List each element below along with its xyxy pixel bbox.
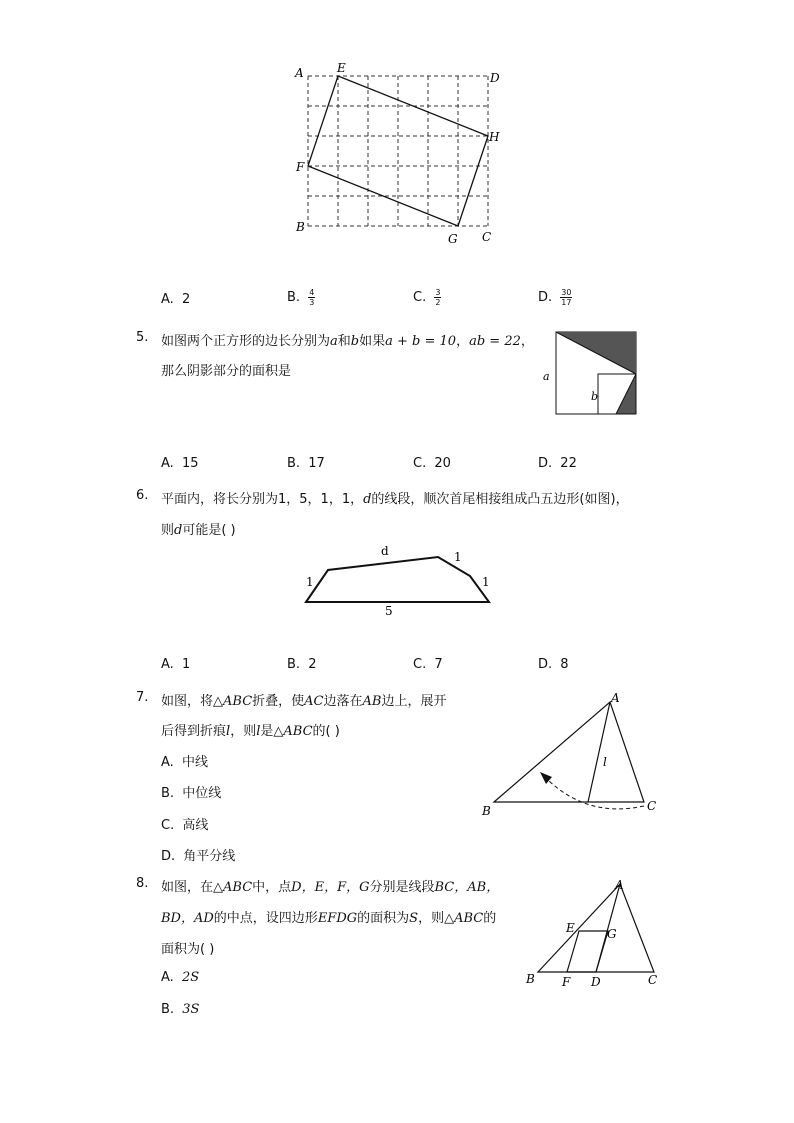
q7-choice-a[interactable]: A. 中线 bbox=[161, 755, 208, 770]
label-d: d bbox=[381, 544, 389, 558]
q7-triangle-figure bbox=[478, 688, 668, 820]
q5-option-c[interactable]: C. 20 bbox=[413, 456, 451, 471]
option-letter: A. bbox=[161, 292, 174, 307]
label-B: B bbox=[526, 972, 535, 986]
option-value: 2 bbox=[181, 292, 191, 307]
label-C: C bbox=[482, 230, 492, 244]
q8-choice-b[interactable]: B. 3S bbox=[161, 1002, 200, 1017]
option-letter: C. bbox=[413, 290, 427, 305]
triangle-abc bbox=[538, 884, 654, 972]
label-H: H bbox=[489, 130, 500, 144]
label-l: l bbox=[603, 755, 607, 769]
option-letter: D. bbox=[538, 290, 553, 305]
fraction: $\frac{3}{2}$ bbox=[435, 288, 441, 307]
label-B: B bbox=[296, 220, 305, 234]
label-E: E bbox=[337, 61, 346, 75]
q6-line-1: 平面内，将长分别为1，5，1，1，d的线段，顺次首尾相接组成凸五边形(如图)， bbox=[161, 492, 629, 507]
fold-arc bbox=[548, 780, 644, 809]
fraction: $\frac{4}{3}$ bbox=[309, 288, 315, 307]
q7-line-2: 后得到折痕l，则l是△ABC的( ) bbox=[161, 724, 340, 739]
q5-line-2: 那么阴影部分的面积是 bbox=[161, 364, 292, 379]
q4-option-b[interactable] bbox=[287, 288, 315, 307]
label-F: F bbox=[562, 975, 571, 989]
label-F: F bbox=[296, 160, 305, 174]
q6-line-2: 则d可能是( ) bbox=[161, 523, 236, 538]
triangle-abc bbox=[494, 702, 644, 802]
label-G: G bbox=[448, 232, 458, 246]
q8-number: 8. bbox=[136, 876, 149, 891]
label-D: D bbox=[591, 975, 601, 989]
label-1-top: 1 bbox=[454, 550, 462, 564]
q5-squares-figure bbox=[538, 328, 642, 418]
label-G: G bbox=[607, 927, 617, 941]
q4-option-c[interactable] bbox=[413, 288, 441, 307]
label-D: D bbox=[490, 71, 500, 85]
q6-option-c[interactable]: C. 7 bbox=[413, 657, 443, 672]
quadrilateral-efdg bbox=[567, 931, 608, 972]
q5-option-d[interactable]: D. 22 bbox=[538, 456, 577, 471]
q7-line-1: 如图，将△ABC折叠，使AC边落在AB边上，展开 bbox=[161, 694, 447, 709]
label-5: 5 bbox=[385, 604, 393, 618]
label-A: A bbox=[611, 691, 620, 705]
q5-option-b[interactable]: B. 17 bbox=[287, 456, 325, 471]
q6-pentagon-figure bbox=[296, 540, 496, 620]
q4-option-a[interactable] bbox=[161, 292, 190, 307]
label-B: B bbox=[482, 804, 491, 818]
q7-number: 7. bbox=[136, 690, 149, 705]
option-letter: B. bbox=[287, 290, 301, 305]
q4-option-d[interactable] bbox=[538, 288, 572, 307]
crease-l bbox=[588, 702, 610, 802]
q5-number: 5. bbox=[136, 330, 149, 345]
q6-option-a[interactable]: A. 1 bbox=[161, 657, 191, 672]
q8-line-3: 面积为( ) bbox=[161, 942, 215, 957]
label-C: C bbox=[647, 799, 657, 813]
label-E: E bbox=[566, 921, 575, 935]
q5-option-a[interactable]: A. 15 bbox=[161, 456, 199, 471]
label-C: C bbox=[648, 973, 658, 987]
q6-option-b[interactable]: B. 2 bbox=[287, 657, 317, 672]
q6-number: 6. bbox=[136, 488, 149, 503]
q6-option-d[interactable]: D. 8 bbox=[538, 657, 569, 672]
label-1-right: 1 bbox=[482, 575, 490, 589]
q7-choice-c[interactable]: C. 高线 bbox=[161, 818, 209, 833]
label-A: A bbox=[295, 66, 304, 80]
q7-choice-d[interactable]: D. 角平分线 bbox=[161, 849, 236, 864]
q8-line-2: BD，AD的中点，设四边形EFDG的面积为S，则△ABC的 bbox=[161, 911, 497, 926]
label-b: b bbox=[591, 390, 599, 403]
label-a: a bbox=[543, 370, 550, 383]
q5-line-1: 如图两个正方形的边长分别为a和b如果a + b = 10，ab = 22， bbox=[161, 334, 534, 349]
q8-line-1: 如图，在△ABC中，点D，E，F，G分别是线段BC，AB， bbox=[161, 880, 500, 895]
label-A: A bbox=[615, 878, 624, 892]
q8-triangle-figure bbox=[522, 876, 672, 992]
fraction: $\frac{30}{17}$ bbox=[561, 288, 572, 307]
q4-grid-figure bbox=[290, 60, 510, 250]
q8-choice-a[interactable]: A. 2S bbox=[161, 970, 200, 985]
q7-choice-b[interactable]: B. 中位线 bbox=[161, 786, 222, 801]
label-1-left: 1 bbox=[306, 575, 314, 589]
